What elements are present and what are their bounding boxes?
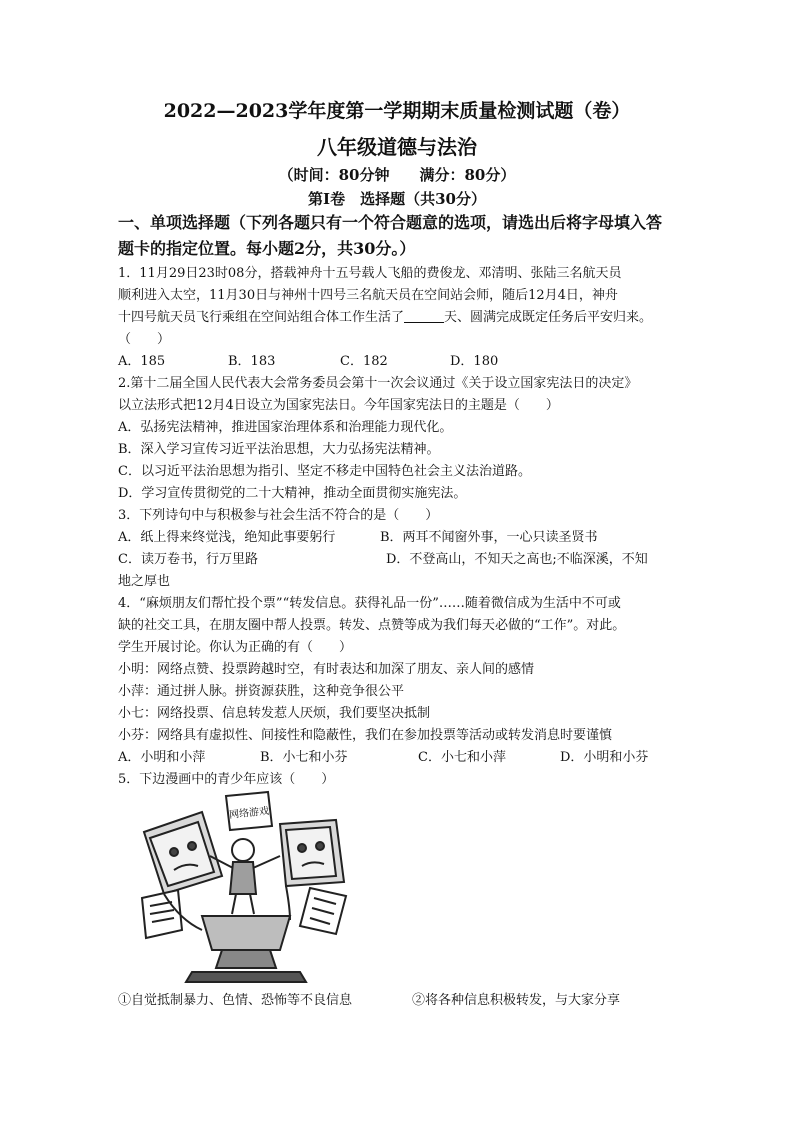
q4-option-a: A．小明和小萍 — [118, 750, 206, 765]
q4-option-d: D．小明和小芬 — [560, 750, 649, 765]
section-heading-line1: 一、单项选择题（下列各题只有一个符合题意的选项，请选出后将字母填入答 — [118, 213, 663, 232]
q1-option-d: D．180 — [450, 354, 499, 369]
q1-option-a: A．185 — [118, 354, 166, 369]
section-heading-line2: 题卡的指定位置。每小题2分，共30分。） — [118, 239, 416, 258]
q3-option-b: B．两耳不闻窗外事，一心只读圣贤书 — [380, 530, 598, 545]
cartoon-illustration — [130, 790, 360, 985]
q1-line3-start: 十四号航天员飞行乘组在空间站组合体工作生活了 — [118, 310, 405, 325]
q1-option-b: B．183 — [228, 354, 276, 369]
cartoon-sign-text: 网络游戏 — [228, 805, 270, 822]
q3-option-a: A．纸上得来终觉浅，绝知此事要躬行 — [118, 530, 336, 545]
q2-option-c: C．以习近平法治思想为指引、坚定不移走中国特色社会主义法治道路。 — [118, 464, 531, 479]
q1-paren: （ ） — [118, 332, 171, 347]
q1-answer-blank — [404, 308, 444, 323]
q4-line1: 4．“麻烦朋友们帮忙投个票”“转发信息。获得礼品一份”……随着微信成为生活中不可或 — [118, 596, 621, 611]
q5-stem: 5．下边漫画中的青少年应该（ ） — [118, 772, 335, 787]
q3-stem: 3．下列诗句中与积极参与社会生活不符合的是（ ） — [118, 508, 439, 523]
q3-option-c: C．读万卷书，行万里路 — [118, 552, 258, 567]
q1-line3-end: 天、圆满完成既定任务后平安归来。 — [444, 310, 653, 325]
q4-view-xiaoming: 小明：网络点赞、投票跨越时空，有时表达和加深了朋友、亲人间的感情 — [118, 662, 535, 677]
q4-option-c: C．小七和小萍 — [418, 750, 506, 765]
q5-statement-2: ②将各种信息积极转发，与大家分享 — [412, 993, 621, 1008]
q2-option-d: D．学习宣传贯彻党的二十大精神，推动全面贯彻实施宪法。 — [118, 486, 467, 501]
q4-option-b: B．小七和小芬 — [260, 750, 348, 765]
q5-statement-1: ①自觉抵制暴力、色情、恐怖等不良信息 — [118, 993, 353, 1008]
part-title: 第Ⅰ卷 选择题（共30分） — [308, 190, 486, 208]
q1-line3 — [118, 307, 698, 329]
q3-option-d: D．不登高山，不知天之高也;不临深溪，不知 — [386, 552, 648, 567]
q4-view-xiaoqi: 小七：网络投票、信息转发惹人厌烦，我们要坚决抵制 — [118, 706, 431, 721]
q2-line1: 2.第十二届全国人民代表大会常务委员会第十一次会议通过《关于设立国家宪法日的决定》 — [118, 376, 638, 391]
q4-line3: 学生开展讨论。你认为正确的有（ ） — [118, 640, 353, 655]
q2-line2: 以立法形式把12月4日设立为国家宪法日。今年国家宪法日的主题是（ ） — [118, 398, 559, 413]
exam-time-info: （时间：80分钟 满分：80分） — [278, 166, 516, 184]
q1-line2: 顺利进入太空，11月30日与神州十四号三名航天员在空间站会师，随后12月4日，神舟 — [118, 288, 618, 303]
q3-option-d-cont: 地之厚也 — [118, 574, 171, 589]
q4-view-xiaoping: 小萍：通过拼人脉。拼资源获胜，这种竞争很公平 — [118, 684, 405, 699]
q2-option-b: B．深入学习宣传习近平法治思想，大力弘扬宪法精神。 — [118, 442, 440, 457]
q1-option-c: C．182 — [340, 354, 388, 369]
exam-subject: 八年级道德与法治 — [317, 135, 477, 159]
q4-view-xiaofen: 小芬：网络具有虚拟性、间接性和隐蔽性，我们在参加投票等活动或转发消息时要谨慎 — [118, 728, 613, 743]
exam-title: 2022—2023学年度第一学期期末质量检测试题（卷） — [163, 100, 631, 122]
q4-line2: 缺的社交工具，在朋友圈中帮人投票。转发、点赞等成为我们每天必做的“工作”。对此。 — [118, 618, 626, 633]
q1-line1: 1．11月29日23时08分，搭载神舟十五号载人飞船的费俊龙、邓清明、张陆三名航天员 — [118, 266, 622, 281]
q2-option-a: A．弘扬宪法精神，推进国家治理体系和治理能力现代化。 — [118, 420, 453, 435]
